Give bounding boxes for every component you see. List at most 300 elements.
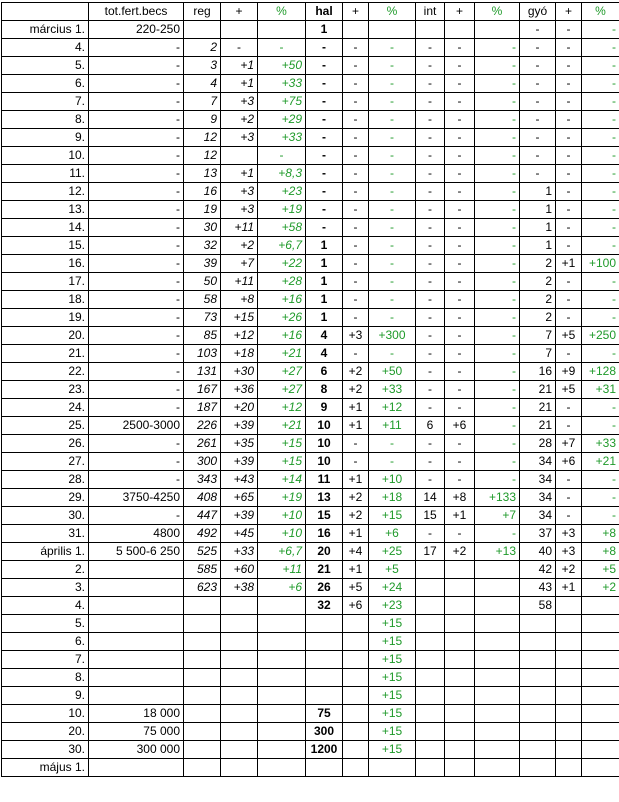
cell-int-percent: - [475,237,520,255]
cell-int: - [416,219,445,237]
cell-int-plus [445,561,475,579]
cell-int: - [416,255,445,273]
cell-hal-plus [343,687,369,705]
cell-int-plus [445,633,475,651]
cell-gyo-percent [582,741,619,759]
cell-reg-plus: +11 [221,219,258,237]
cell-reg-percent [258,759,306,777]
cell-reg-percent: +11 [258,561,306,579]
cell-reg-percent [258,705,306,723]
cell-gyo-plus: - [556,201,582,219]
cell-reg-percent: +22 [258,255,306,273]
cell-int [416,723,445,741]
cell-int-plus: - [445,219,475,237]
cell-int-percent: - [475,417,520,435]
cell-hal-plus: - [343,183,369,201]
cell-reg: 447 [184,507,221,525]
cell-hal-plus [343,669,369,687]
cell-reg-percent: +14 [258,471,306,489]
cell-int-plus: - [445,129,475,147]
cell-date: március 1. [2,21,89,39]
cell-gyo: - [520,57,556,75]
cell-int-percent: +7 [475,507,520,525]
cell-reg-plus: +39 [221,507,258,525]
cell-hal-plus [343,633,369,651]
cell-estimate: 300 000 [89,741,184,759]
cell-hal-plus: - [343,75,369,93]
cell-reg: 50 [184,273,221,291]
cell-hal: 32 [306,597,343,615]
cell-gyo: 1 [520,183,556,201]
table-row [2,309,619,327]
table-row [2,399,619,417]
cell-int-plus [445,597,475,615]
cell-reg-percent: +10 [258,507,306,525]
cell-int-plus: - [445,363,475,381]
cell-gyo-plus: - [556,399,582,417]
cell-gyo-plus [556,597,582,615]
cell-reg-plus: +36 [221,381,258,399]
cell-reg-percent: +15 [258,435,306,453]
cell-date: 8. [2,669,89,687]
cell-int: 17 [416,543,445,561]
cell-hal-plus: - [343,273,369,291]
cell-hal-percent: +15 [369,687,416,705]
table-row [2,417,619,435]
cell-int-percent: +133 [475,489,520,507]
cell-hal-percent: +11 [369,417,416,435]
cell-estimate: - [89,345,184,363]
cell-hal-percent: - [369,291,416,309]
table-row [2,165,619,183]
cell-gyo-percent: - [582,93,619,111]
cell-reg [184,615,221,633]
cell-int-plus [445,705,475,723]
cell-reg-percent [258,669,306,687]
cell-reg-percent: +15 [258,453,306,471]
cell-int-plus [445,669,475,687]
cell-reg-percent: +27 [258,381,306,399]
cell-hal-percent: +15 [369,633,416,651]
table-row [2,489,619,507]
cell-reg-plus: +2 [221,237,258,255]
cell-hal-plus: +5 [343,579,369,597]
cell-estimate: - [89,75,184,93]
cell-int-percent: - [475,453,520,471]
cell-gyo-plus: - [556,219,582,237]
cell-hal [306,651,343,669]
cell-gyo-plus [556,651,582,669]
cell-estimate: - [89,309,184,327]
cell-reg-percent: +33 [258,129,306,147]
cell-gyo-plus: - [556,471,582,489]
cell-gyo-percent: - [582,345,619,363]
cell-estimate: - [89,111,184,129]
cell-gyo: - [520,129,556,147]
cell-date: 17. [2,273,89,291]
cell-int-percent: - [475,201,520,219]
cell-gyo-percent [582,687,619,705]
cell-hal-plus: +2 [343,381,369,399]
cell-hal-plus: - [343,39,369,57]
cell-reg-plus: +12 [221,327,258,345]
cell-hal-percent: +23 [369,597,416,615]
cell-int [416,705,445,723]
cell-reg: 226 [184,417,221,435]
table-row [2,147,619,165]
cell-gyo-percent: - [582,57,619,75]
cell-hal: 300 [306,723,343,741]
table-row [2,633,619,651]
cell-gyo: - [520,147,556,165]
cell-estimate [89,687,184,705]
cell-estimate: - [89,471,184,489]
cell-gyo-percent [582,669,619,687]
cell-date: 20. [2,327,89,345]
cell-int-percent: - [475,255,520,273]
table-row [2,75,619,93]
cell-gyo-plus: - [556,57,582,75]
cell-reg-plus [221,669,258,687]
cell-reg-percent: +8,3 [258,165,306,183]
cell-estimate: 18 000 [89,705,184,723]
cell-hal-plus: - [343,255,369,273]
cell-date: 14. [2,219,89,237]
cell-hal: - [306,93,343,111]
cell-reg-plus: - [221,39,258,57]
cell-hal-percent: +15 [369,651,416,669]
cell-hal: - [306,111,343,129]
table-row [2,273,619,291]
cell-int-plus: - [445,525,475,543]
cell-int-percent: - [475,129,520,147]
cell-int-plus: - [445,399,475,417]
cell-int-plus: - [445,273,475,291]
cell-date: 5. [2,57,89,75]
cell-estimate: - [89,255,184,273]
cell-estimate: - [89,93,184,111]
cell-reg-percent: - [258,39,306,57]
cell-reg [184,651,221,669]
cell-gyo-plus: - [556,273,582,291]
cell-hal: 15 [306,507,343,525]
cell-reg-plus: +65 [221,489,258,507]
cell-hal-plus: - [343,291,369,309]
cell-int-plus [445,723,475,741]
cell-estimate [89,759,184,777]
cell-hal: - [306,129,343,147]
cell-gyo: 37 [520,525,556,543]
cell-int-plus [445,615,475,633]
cell-gyo: 21 [520,417,556,435]
table-row [2,507,619,525]
cell-int-percent: - [475,111,520,129]
cell-gyo: 43 [520,579,556,597]
cell-reg-percent: +21 [258,345,306,363]
cell-hal-plus: - [343,237,369,255]
cell-reg-plus: +35 [221,435,258,453]
cell-estimate: - [89,453,184,471]
cell-hal-plus: - [343,345,369,363]
cell-reg-percent: +75 [258,93,306,111]
cell-hal-percent: +15 [369,723,416,741]
cell-hal [306,687,343,705]
cell-int: - [416,237,445,255]
cell-hal-plus: - [343,219,369,237]
cell-gyo: 16 [520,363,556,381]
cell-hal-plus: - [343,435,369,453]
cell-int [416,597,445,615]
cell-gyo-percent [582,759,619,777]
cell-gyo: 2 [520,291,556,309]
cell-int: - [416,471,445,489]
cell-hal-percent: +33 [369,381,416,399]
cell-reg: 12 [184,147,221,165]
cell-reg-percent [258,21,306,39]
cell-hal: - [306,183,343,201]
cell-gyo-percent: +31 [582,381,619,399]
cell-int-plus: - [445,75,475,93]
cell-gyo-percent: - [582,201,619,219]
cell-gyo: - [520,165,556,183]
cell-date: 10. [2,705,89,723]
header-cell-gyo-percent: % [582,3,619,21]
cell-date: 7. [2,651,89,669]
cell-int-percent: - [475,525,520,543]
cell-date: 10. [2,147,89,165]
cell-gyo [520,705,556,723]
cell-gyo: 34 [520,471,556,489]
cell-gyo-percent: - [582,399,619,417]
cell-gyo-plus: - [556,21,582,39]
cell-int-percent: - [475,75,520,93]
cell-gyo-plus: - [556,147,582,165]
cell-hal-plus: - [343,309,369,327]
cell-int-percent [475,561,520,579]
table-row [2,453,619,471]
cell-reg-percent: +12 [258,399,306,417]
cell-gyo-plus [556,615,582,633]
cell-int-plus: - [445,453,475,471]
cell-reg-percent: +6 [258,579,306,597]
cell-reg [184,723,221,741]
cell-reg-percent: +29 [258,111,306,129]
cell-estimate: - [89,435,184,453]
cell-gyo-plus: +9 [556,363,582,381]
cell-gyo: 2 [520,255,556,273]
cell-reg: 3 [184,57,221,75]
cell-reg: 408 [184,489,221,507]
cell-hal: 1 [306,291,343,309]
cell-reg-percent: +23 [258,183,306,201]
cell-int-plus [445,651,475,669]
cell-reg: 85 [184,327,221,345]
table-row [2,129,619,147]
cell-int-plus: - [445,255,475,273]
cell-gyo-plus: - [556,489,582,507]
cell-int: - [416,129,445,147]
cell-gyo: 42 [520,561,556,579]
cell-gyo-percent: - [582,309,619,327]
cell-gyo-plus [556,759,582,777]
cell-hal-plus: - [343,453,369,471]
cell-int: - [416,165,445,183]
cell-hal-percent: +15 [369,705,416,723]
cell-gyo: 1 [520,219,556,237]
cell-hal-percent: +50 [369,363,416,381]
header-cell-int: int [416,3,445,21]
cell-int-percent [475,741,520,759]
cell-date: 31. [2,525,89,543]
cell-hal: - [306,147,343,165]
cell-gyo-percent: +5 [582,561,619,579]
cell-date: 4. [2,39,89,57]
header-cell-reg-percent: % [258,3,306,21]
header-cell-reg-plus: + [221,3,258,21]
cell-date: 2. [2,561,89,579]
cell-int [416,651,445,669]
cell-int-percent: +13 [475,543,520,561]
cell-gyo-percent: - [582,165,619,183]
cell-estimate [89,579,184,597]
cell-int [416,741,445,759]
cell-hal-percent: - [369,237,416,255]
cell-int: - [416,147,445,165]
header-row [2,3,619,21]
cell-hal-plus [343,705,369,723]
cell-reg: 623 [184,579,221,597]
cell-gyo: - [520,93,556,111]
cell-gyo-percent: - [582,507,619,525]
cell-int-plus: - [445,165,475,183]
cell-int-percent [475,597,520,615]
cell-gyo [520,651,556,669]
cell-reg-plus [221,615,258,633]
cell-int-plus: - [445,291,475,309]
cell-hal: 26 [306,579,343,597]
table-row [2,327,619,345]
cell-reg-plus [221,651,258,669]
cell-gyo-plus: - [556,93,582,111]
cell-int-plus: - [445,327,475,345]
cell-estimate: - [89,39,184,57]
cell-gyo: 34 [520,507,556,525]
cell-int-percent: - [475,273,520,291]
cell-reg-percent: +50 [258,57,306,75]
cell-reg [184,687,221,705]
cell-hal-plus [343,723,369,741]
cell-date: 6. [2,75,89,93]
cell-date: 29. [2,489,89,507]
cell-gyo: 7 [520,327,556,345]
cell-gyo-percent: +33 [582,435,619,453]
cell-reg-percent: +33 [258,75,306,93]
cell-gyo-plus [556,705,582,723]
cell-estimate: 3750-4250 [89,489,184,507]
cell-int: 6 [416,417,445,435]
cell-reg: 58 [184,291,221,309]
cell-int-percent [475,633,520,651]
cell-estimate [89,615,184,633]
cell-reg: 343 [184,471,221,489]
cell-reg-plus: +3 [221,129,258,147]
cell-hal-percent: +15 [369,741,416,759]
cell-reg-plus: +60 [221,561,258,579]
cell-int-plus: - [445,381,475,399]
cell-int-percent: - [475,183,520,201]
cell-int: - [416,183,445,201]
cell-gyo [520,687,556,705]
table-row [2,183,619,201]
cell-int-percent: - [475,93,520,111]
cell-reg-plus: +3 [221,201,258,219]
cell-estimate: 2500-3000 [89,417,184,435]
cell-int-percent [475,651,520,669]
cell-hal-percent: - [369,255,416,273]
cell-reg-percent [258,615,306,633]
cell-hal-plus: +2 [343,363,369,381]
table-row [2,381,619,399]
cell-date: 11. [2,165,89,183]
cell-reg [184,741,221,759]
cell-gyo-plus [556,687,582,705]
cell-gyo-plus: - [556,75,582,93]
cell-reg-percent [258,723,306,741]
table-row [2,687,619,705]
cell-int-plus [445,687,475,705]
header-cell-int-plus: + [445,3,475,21]
table-row [2,741,619,759]
cell-reg-plus: +30 [221,363,258,381]
cell-date: 26. [2,435,89,453]
cell-int-percent [475,579,520,597]
cell-estimate: 4800 [89,525,184,543]
cell-hal-percent: - [369,345,416,363]
cell-int-plus: - [445,309,475,327]
cell-gyo: 28 [520,435,556,453]
cell-date: 20. [2,723,89,741]
cell-reg-plus: +43 [221,471,258,489]
cell-gyo: 21 [520,399,556,417]
cell-estimate: - [89,327,184,345]
table-row [2,93,619,111]
cell-estimate: - [89,381,184,399]
cell-int-plus: - [445,147,475,165]
cell-reg-percent: +21 [258,417,306,435]
cell-reg: 4 [184,75,221,93]
cell-gyo-percent: - [582,147,619,165]
cell-int-percent: - [475,399,520,417]
cell-reg: 12 [184,129,221,147]
cell-hal [306,615,343,633]
cell-gyo-plus: +7 [556,435,582,453]
cell-hal-percent: - [369,75,416,93]
cell-hal-percent: - [369,129,416,147]
cell-reg: 300 [184,453,221,471]
cell-hal: - [306,165,343,183]
cell-hal-percent: - [369,183,416,201]
cell-hal-percent: - [369,147,416,165]
cell-gyo-percent: +128 [582,363,619,381]
cell-hal: - [306,75,343,93]
cell-hal: 20 [306,543,343,561]
cell-gyo-percent [582,723,619,741]
cell-date: 16. [2,255,89,273]
cell-int: - [416,273,445,291]
cell-reg: 16 [184,183,221,201]
cell-int-percent [475,687,520,705]
cell-int: - [416,525,445,543]
